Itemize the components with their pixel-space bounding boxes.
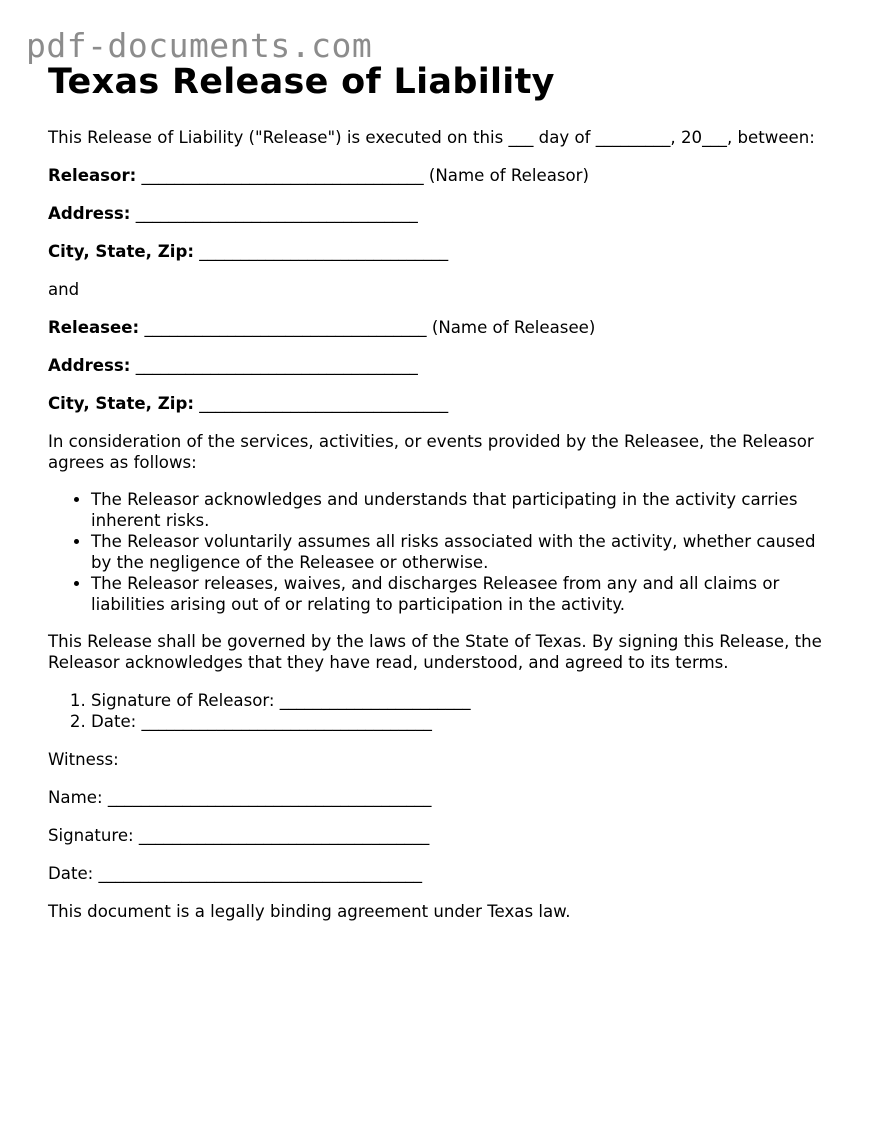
intro-paragraph: This Release of Liability ("Release") is executed on this ___ day of _________, 20___, between: bbox=[48, 128, 815, 147]
releasor-date-line[interactable]: 2. Date: ___________________________________ bbox=[91, 711, 838, 732]
releasor-address-field[interactable] bbox=[48, 203, 838, 224]
releasor-address-line[interactable]: __________________________________ bbox=[130, 204, 418, 223]
releasor-label: Releasor: bbox=[48, 166, 137, 185]
releasee-label: Releasee: bbox=[48, 318, 140, 337]
list-item: • The Releasor voluntarily assumes all risks associated with the activity, whether caused by the negligence of the Releasee or otherwise. bbox=[91, 531, 838, 573]
releasee-field[interactable] bbox=[48, 317, 838, 338]
releasee-city-field[interactable] bbox=[48, 393, 838, 414]
consideration-paragraph: In consideration of the services, activities, or events provided by the Releasee, the Releasor agrees as follows: bbox=[48, 432, 814, 472]
releasee-city-label: City, State, Zip: bbox=[48, 394, 194, 413]
releasor-city-label: City, State, Zip: bbox=[48, 242, 194, 261]
releasor-city-field[interactable] bbox=[48, 241, 838, 262]
releasor-address-label: Address: bbox=[48, 204, 131, 223]
signature-list bbox=[48, 690, 838, 732]
watermark: pdf-documents.com bbox=[26, 26, 373, 65]
releasee-address-field[interactable] bbox=[48, 355, 838, 376]
releasor-city-line[interactable]: ______________________________ bbox=[194, 242, 449, 261]
witness-date-line[interactable]: Date: _______________________________________ bbox=[48, 864, 423, 883]
document-page bbox=[48, 60, 838, 922]
witness-name-line[interactable]: Name: _______________________________________ bbox=[48, 788, 432, 807]
releasor-field[interactable] bbox=[48, 165, 838, 186]
list-item: • The Releasor releases, waives, and discharges Releasee from any and all claims or liabilities arising out of or relating to participation in the activity. bbox=[91, 573, 838, 615]
list-item: • The Releasor acknowledges and understands that participating in the activity carries inherent risks. bbox=[91, 489, 838, 531]
releasee-address-line[interactable]: __________________________________ bbox=[130, 356, 418, 375]
terms-list bbox=[48, 489, 838, 615]
releasee-line[interactable]: __________________________________ (Name of Releasee) bbox=[139, 318, 596, 337]
witness-signature-line[interactable]: Signature: ___________________________________ bbox=[48, 826, 430, 845]
releasor-signature-line[interactable]: 1. Signature of Releasor: _______________________ bbox=[91, 690, 838, 711]
closing-statement: This document is a legally binding agreement under Texas law. bbox=[48, 902, 571, 921]
releasee-address-label: Address: bbox=[48, 356, 131, 375]
governing-law-paragraph: This Release shall be governed by the laws of the State of Texas. By signing this Release, the Releasor acknowledges that they have read, understood, and agreed to its terms. bbox=[48, 632, 822, 672]
and-text: and bbox=[48, 280, 80, 299]
document-title: Texas Release of Liability bbox=[48, 62, 555, 102]
releasor-line[interactable]: __________________________________ (Name of Releasor) bbox=[136, 166, 589, 185]
witness-label: Witness: bbox=[48, 750, 119, 769]
releasee-city-line[interactable]: ______________________________ bbox=[194, 394, 449, 413]
